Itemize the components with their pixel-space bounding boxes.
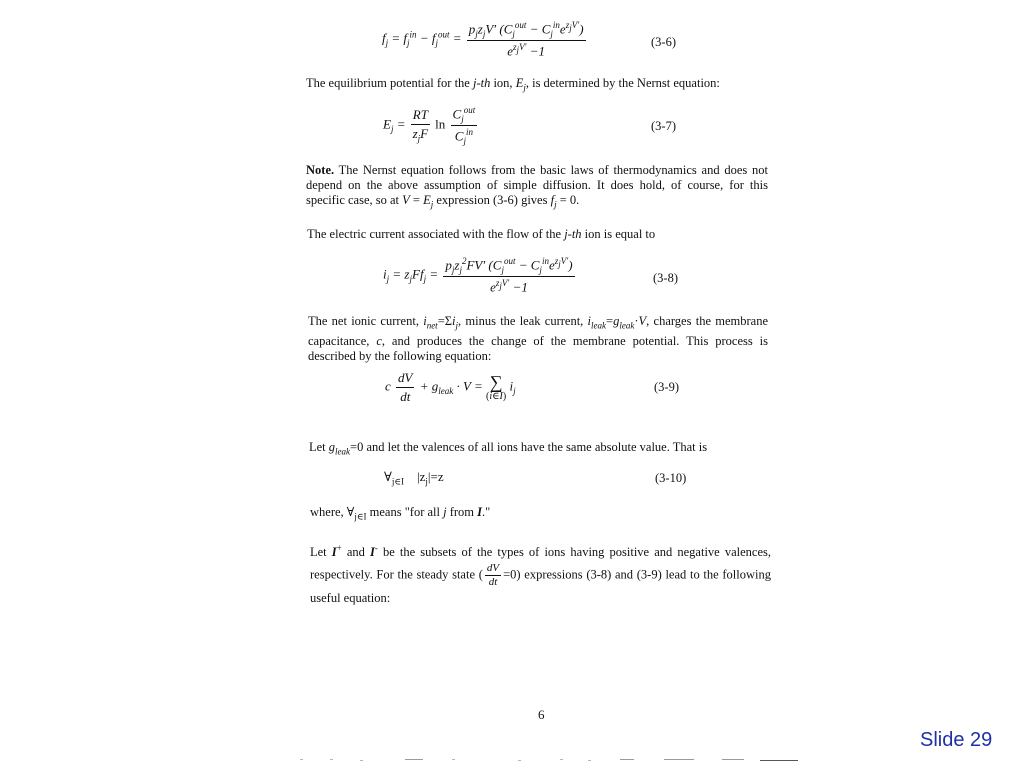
equation-3-6: $f_j = f_j^{in} - f_j^{out}$ = $\frac{p_jz_jV' (C_j^{out} - C_j^{in}e^{z_jV'})}{e^{z_jV'} -1}$ <box>382 20 584 59</box>
paragraph-where-for-all: where, $\forall_{j\in I}$ means "for all j from I." <box>310 505 491 522</box>
equation-3-6-fraction: $\frac{p_jz_jV' (C_j^{out} - C_j^{in}e^{z_jV'})}{e^{z_jV'} -1}$ <box>468 20 584 59</box>
equation-number-3-7: (3-7) <box>651 119 676 133</box>
equation-number-3-8: (3-8) <box>653 271 678 285</box>
equation-3-7-fraction-c: $\frac{C_j^{out}}{C_j^{in}}$ <box>452 105 476 146</box>
equation-number-3-9: (3-9) <box>654 380 679 394</box>
equation-3-8: $i_j = z_jFf_j$ = $\frac{p_jz_j^2FV' (C_j^{out} - C_j^{in}e^{z_jV'})}{e^{z_jV'} -1}$ <box>383 256 573 295</box>
paragraph-electric-current: The electric current associated with the flow of the j-th ion is equal to <box>307 227 656 241</box>
slide-number-label: Slide 29 <box>920 729 993 751</box>
equation-3-9-derivative: $\frac{dV}{dt}$ <box>398 370 413 404</box>
equation-3-10: $\forall_{j\in I}$ $|z_j|=z$ <box>384 469 444 487</box>
equation-number-3-10: (3-10) <box>655 471 687 485</box>
page-number: 6 <box>538 707 545 722</box>
equation-number-3-6: (3-6) <box>651 35 676 49</box>
paragraph-let-gleak: Let $g_{leak}=0$ and let the valences of all ions have the same absolute value. That is <box>309 440 708 457</box>
paragraph-equilibrium: The equilibrium potential for the j-th ion, $E_j$, is determined by the Nernst equation: <box>306 76 720 93</box>
paragraph-note: Note. The Nernst equation follows from the basic laws of thermodynamics and does not depend on the above assumption of simple diffusion. It does hold, of course, for this specific case, so at $V = E_j$ expression (3-6) gives $f_j = 0$. <box>306 163 768 210</box>
equation-3-8-fraction: $\frac{p_jz_j^2FV' (C_j^{out} - C_j^{in}e^{z_jV'})}{e^{z_jV'} -1}$ <box>445 256 573 295</box>
equation-3-7-fraction-rt: $\frac{RT}{z_jF}$ <box>412 107 429 144</box>
paragraph-steady-state: Let I+ and I- be the subsets of the types of ions having positive and negative valences, respectively. For the steady state ( $\frac{dV}{dt}$ =0) expressions (3-8) and (3-9) lead to the following useful equation: <box>310 543 771 606</box>
paragraph-net-ionic-current: The net ionic current, $i_{net}=\Sigma i_j$, minus the leak current, $i_{leak}=g_{leak}\cdot V$, charges the membrane capacitance, c, and produces the change of the membrane potential. This process is described by the following equation: <box>308 314 768 363</box>
equation-3-9: c $\frac{dV}{dt}$ + $g_{leak} \cdot V$ = ∑ (i∈I) $i_j$ <box>385 370 516 404</box>
equation-3-7: $E_j$ = $\frac{RT}{z_jF}$ ln $\frac{C_j^{out}}{C_j^{in}}$ <box>383 105 476 146</box>
